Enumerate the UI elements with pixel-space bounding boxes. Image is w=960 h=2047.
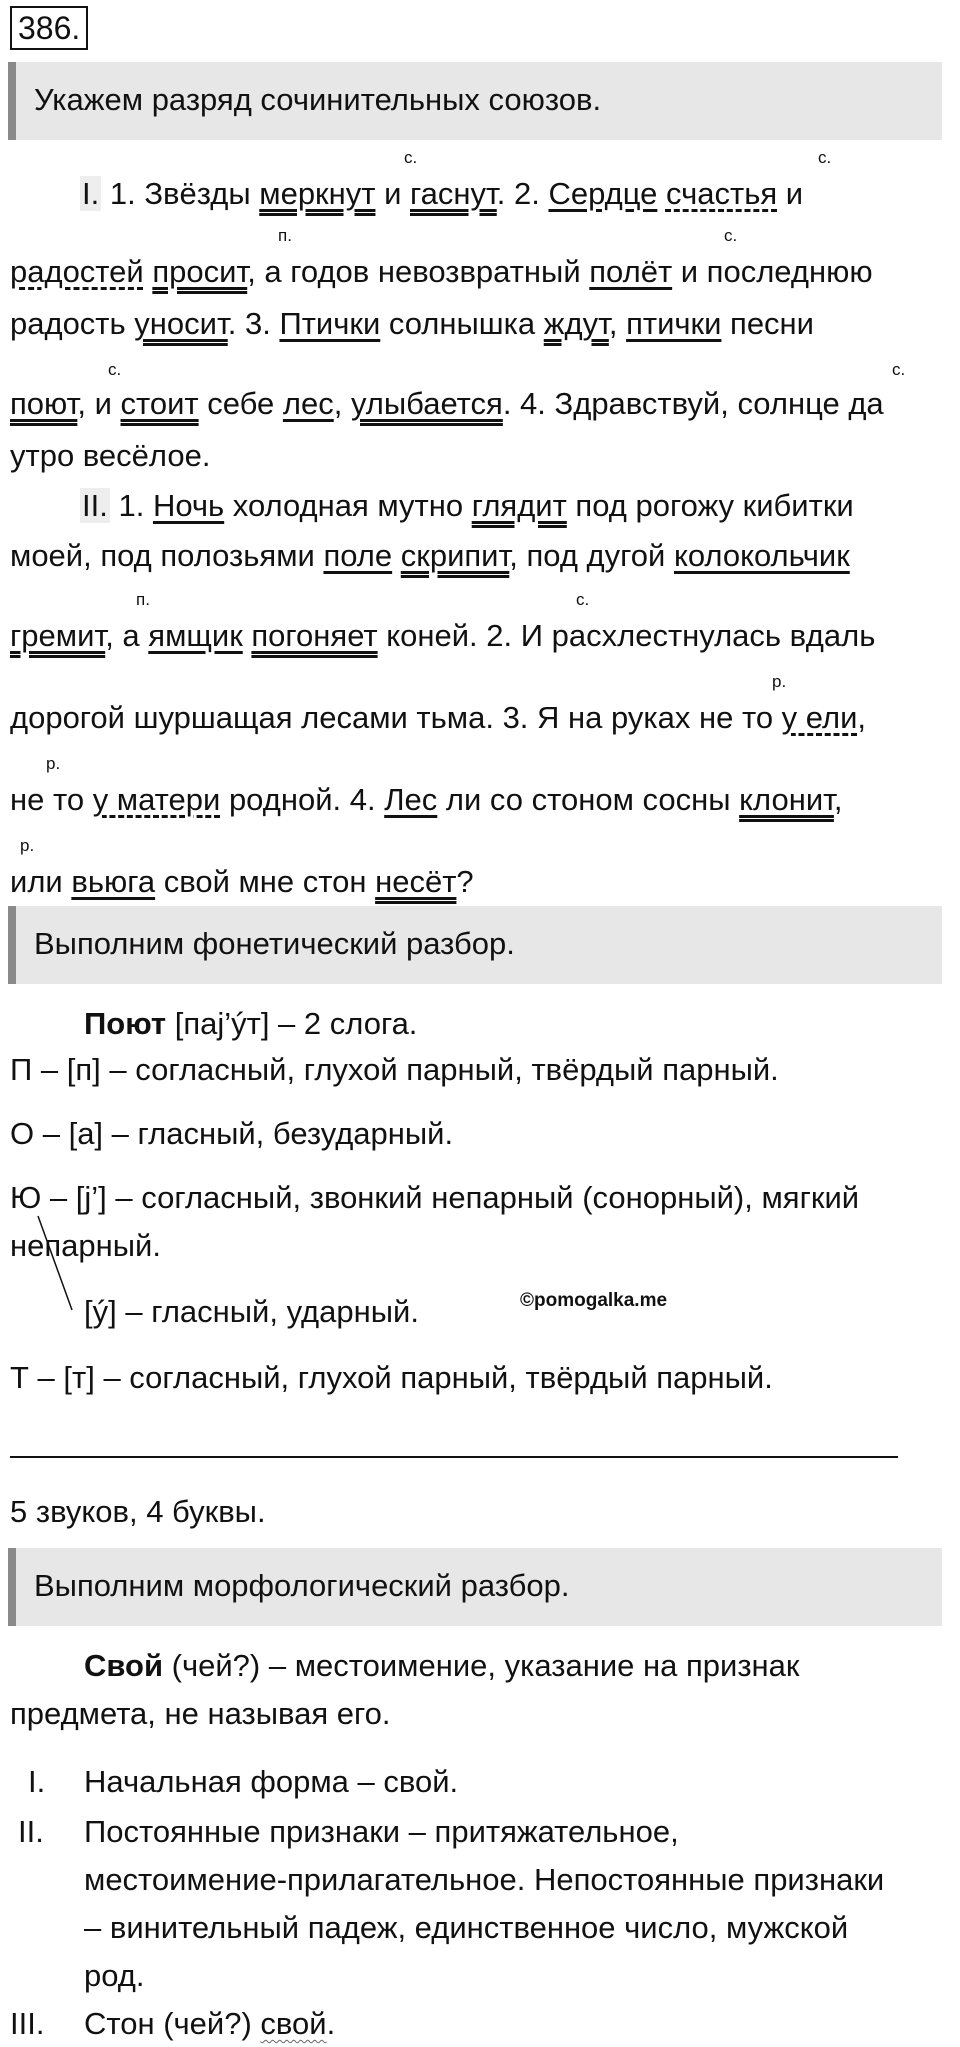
section-header-phonetic bbox=[8, 906, 942, 984]
subject: лес bbox=[282, 386, 334, 421]
phonetic-yu: Ю – [j’] – согласный, звонкий непарный (сонорный), мягкий bbox=[10, 1180, 860, 1215]
text: радость bbox=[10, 306, 135, 341]
text: , bbox=[333, 386, 351, 421]
text: . 3. bbox=[227, 306, 280, 341]
adverbial: у матери bbox=[92, 782, 221, 817]
transcription: [паj’ýт] – 2 слога. bbox=[166, 1006, 418, 1041]
predicate: стоит bbox=[120, 386, 199, 421]
mark-r: р. bbox=[772, 672, 787, 691]
text: песни bbox=[721, 306, 814, 341]
text: или bbox=[10, 864, 72, 899]
subject: вьюга bbox=[71, 864, 156, 899]
text: 1. Звёзды bbox=[101, 176, 260, 211]
phonetic-t: Т – [т] – согласный, глухой парный, твёрдый парный. bbox=[10, 1360, 773, 1395]
list-item: Начальная форма – свой. bbox=[84, 1764, 459, 1799]
section2-line4 bbox=[10, 698, 866, 738]
section1-line4 bbox=[10, 384, 884, 424]
phonetic-p: П – [п] – согласный, глухой парный, твёрдый парный. bbox=[10, 1052, 779, 1087]
text: . 4. Здравствуй, солнце да bbox=[502, 386, 884, 421]
mark-p: п. bbox=[278, 226, 292, 245]
object: счастья bbox=[665, 176, 778, 211]
phonetic-o: О – [а] – гласный, безударный. bbox=[10, 1116, 454, 1151]
list-item-cont: – винительный падеж, единственное число, мужской bbox=[84, 1910, 849, 1945]
predicate: клонит bbox=[739, 782, 834, 817]
predicate: улыбается bbox=[350, 386, 503, 421]
mark-r: р. bbox=[46, 754, 61, 773]
list-numeral: II. bbox=[18, 1814, 44, 1849]
text: не то bbox=[10, 782, 93, 817]
morph-word: Свой bbox=[84, 1648, 164, 1683]
predicate: меркнут bbox=[259, 176, 376, 211]
list-item-cont: род. bbox=[84, 1958, 145, 1993]
text: и bbox=[375, 176, 410, 211]
predicate: ждут bbox=[543, 306, 609, 341]
phonetic-word: Поют bbox=[84, 1006, 167, 1041]
attribute: свой bbox=[260, 2006, 327, 2041]
predicate: гаснут bbox=[410, 176, 497, 211]
predicate: уносит bbox=[134, 306, 228, 341]
mark-r: р. bbox=[20, 836, 35, 855]
subject: Ночь bbox=[152, 488, 225, 523]
subject: поле bbox=[323, 538, 393, 573]
text: дорогой шуршащая лесами тьма. 3. Я на руках не то bbox=[10, 700, 782, 735]
morph-title bbox=[84, 1646, 799, 1686]
list-item: Постоянные признаки – притяжательное, bbox=[84, 1814, 679, 1849]
split-line bbox=[36, 1214, 76, 1314]
section2-line1 bbox=[10, 486, 854, 526]
mark-s: с. bbox=[892, 360, 906, 379]
section-header-conjunctions bbox=[8, 62, 942, 140]
text: , а bbox=[105, 618, 149, 653]
predicate: гремит bbox=[10, 618, 106, 653]
text bbox=[392, 538, 401, 573]
text: , bbox=[608, 306, 627, 341]
text: , под дугой bbox=[509, 538, 674, 573]
phonetic-title bbox=[84, 1004, 417, 1044]
text: холодная мутно bbox=[224, 488, 472, 523]
text: себе bbox=[198, 386, 283, 421]
text: свой мне стон bbox=[155, 864, 376, 899]
subject: колокольчик bbox=[673, 538, 850, 573]
subject: полёт bbox=[589, 254, 673, 289]
text: и bbox=[777, 176, 804, 211]
mark-p: п. bbox=[136, 590, 150, 609]
mark-s: с. bbox=[108, 360, 122, 379]
predicate: скрипит bbox=[400, 538, 510, 573]
text: солнышка bbox=[380, 306, 544, 341]
header-text: Выполним морфологический разбор. bbox=[34, 1568, 570, 1603]
subject: Лес bbox=[384, 782, 438, 817]
text: . 2. bbox=[496, 176, 549, 211]
header-text: Укажем разряд сочинительных союзов. bbox=[34, 82, 602, 117]
object: радостей bbox=[10, 254, 144, 289]
text: родной. 4. bbox=[220, 782, 385, 817]
text: и последнюю bbox=[672, 254, 873, 289]
list-item-cont: местоимение-прилагательное. Непостоянные признаки bbox=[84, 1862, 885, 1897]
text bbox=[657, 176, 666, 211]
section1-line1 bbox=[10, 174, 803, 214]
predicate: поют bbox=[10, 386, 78, 421]
text: ? bbox=[456, 864, 474, 899]
watermark: ©pomogalka.me bbox=[520, 1290, 668, 1311]
roman-numeral: I. bbox=[82, 176, 100, 211]
predicate: глядит bbox=[471, 488, 567, 523]
mark-s: с. bbox=[818, 148, 832, 167]
text: коней. 2. И расхлестнулась вдаль bbox=[377, 618, 876, 653]
phonetic-yu-cont: непарный. bbox=[10, 1228, 161, 1263]
text: 1. bbox=[109, 488, 153, 523]
header-text: Выполним фонетический разбор. bbox=[34, 926, 515, 961]
section2-line6 bbox=[10, 862, 474, 902]
section1-line5 bbox=[10, 436, 210, 476]
text: Стон (чей?) bbox=[84, 2006, 261, 2041]
text: , а годов невозвратный bbox=[247, 254, 590, 289]
phonetic-yu-vowel: [ý] – гласный, ударный. bbox=[84, 1294, 419, 1329]
text: ли со стоном сосны bbox=[437, 782, 740, 817]
section1-line3 bbox=[10, 304, 814, 344]
mark-s: с. bbox=[404, 148, 418, 167]
list-numeral: I. bbox=[28, 1764, 46, 1799]
subject: Птички bbox=[279, 306, 381, 341]
list-numeral: III. bbox=[10, 2006, 45, 2041]
phonetic-summary: 5 звуков, 4 буквы. bbox=[10, 1494, 266, 1529]
section2-line3 bbox=[10, 616, 875, 656]
mark-s: с. bbox=[576, 590, 590, 609]
predicate: погоняет bbox=[251, 618, 378, 653]
task-number: 386. bbox=[10, 6, 88, 50]
section1-line2 bbox=[10, 252, 873, 292]
roman-numeral: II. bbox=[82, 488, 108, 523]
text: , и bbox=[77, 386, 121, 421]
text: , bbox=[833, 782, 843, 817]
subject: Сердце bbox=[548, 176, 658, 211]
morph-line2: предмета, не называя его. bbox=[10, 1696, 391, 1731]
text: моей, под полозьями bbox=[10, 538, 324, 573]
subject: ямщик bbox=[148, 618, 243, 653]
text: . bbox=[326, 2006, 336, 2041]
list-item bbox=[84, 2004, 335, 2044]
predicate: просит bbox=[152, 254, 248, 289]
text: , bbox=[857, 700, 867, 735]
divider bbox=[10, 1456, 898, 1458]
text: под рогожу кибитки bbox=[566, 488, 854, 523]
section2-line2 bbox=[10, 536, 850, 576]
subject: птички bbox=[626, 306, 722, 341]
predicate: несёт bbox=[375, 864, 457, 899]
text: (чей?) – местоимение, указание на признак bbox=[163, 1648, 800, 1683]
section2-line5 bbox=[10, 780, 843, 820]
text: утро весёлое. bbox=[10, 438, 211, 473]
adverbial: у ели bbox=[781, 700, 858, 735]
section-header-morph bbox=[8, 1548, 942, 1626]
mark-s: с. bbox=[724, 226, 738, 245]
